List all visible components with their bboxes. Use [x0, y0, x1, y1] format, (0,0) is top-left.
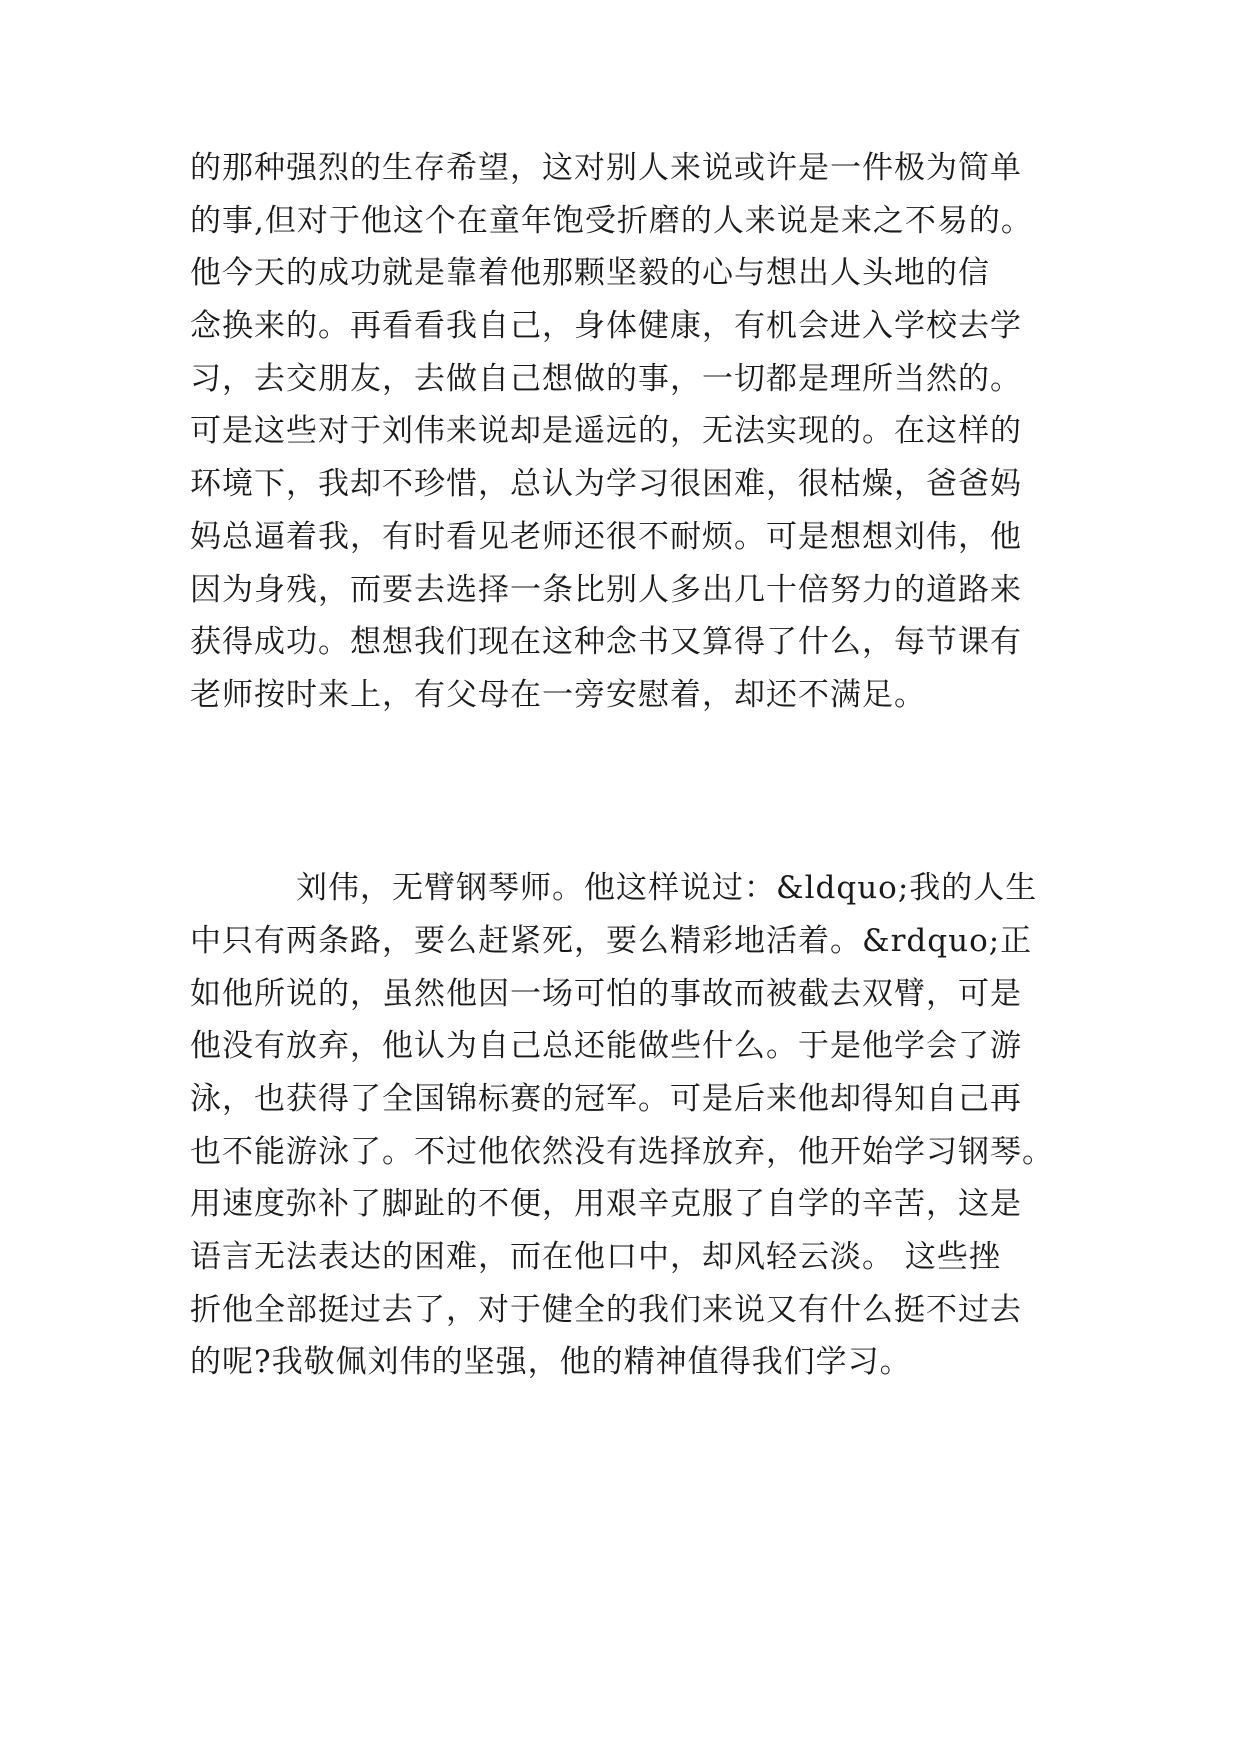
paragraph-line: 可是这些对于刘伟来说却是遥远的，无法实现的。在这样的	[190, 413, 1022, 449]
paragraph-line: 也不能游泳了。不过他依然没有选择放弃，他开始学习钢琴。	[190, 1134, 1054, 1170]
paragraph-line: 老师按时来上，有父母在一旁安慰着，却还不满足。	[190, 677, 926, 713]
paragraph-line: 用速度弥补了脚趾的不便，用艰辛克服了自学的辛苦，这是	[190, 1186, 1022, 1222]
paragraph-line: 的呢?我敬佩刘伟的坚强，他的精神值得我们学习。	[190, 1344, 912, 1380]
paragraph-line: 环境下，我却不珍惜，总认为学习很困难，很枯燥，爸爸妈	[190, 466, 1022, 502]
paragraph-line: 妈总逼着我，有时看见老师还很不耐烦。可是想想刘伟，他	[190, 519, 1022, 555]
paragraph-line: 语言无法表达的困难，而在他口中，却风轻云淡。 这些挫	[190, 1239, 1001, 1275]
paragraph-line: 的那种强烈的生存希望，这对别人来说或许是一件极为简单	[190, 150, 1022, 186]
paragraph-line: 刘伟，无臂钢琴师。他这样说过：&ldquo;我的人生	[296, 870, 1038, 906]
paragraph-line: 中只有两条路，要么赶紧死，要么精彩地活着。&rdquo;正	[190, 923, 1033, 959]
paragraph-line: 因为身残，而要去选择一条比别人多出几十倍努力的道路来	[190, 572, 1022, 608]
paragraph-line: 习，去交朋友，去做自己想做的事，一切都是理所当然的。	[190, 361, 1022, 397]
paragraph-line: 念换来的。再看看我自己，身体健康，有机会进入学校去学	[190, 308, 1022, 344]
paragraph-line: 的事,但对于他这个在童年饱受折磨的人来说是来之不易的。	[190, 203, 1033, 239]
paragraph-line: 获得成功。想想我们现在这种念书又算得了什么，每节课有	[190, 624, 1022, 660]
paragraph-line: 折他全部挺过去了，对于健全的我们来说又有什么挺不过去	[190, 1292, 1022, 1328]
paragraph-line: 他今天的成功就是靠着他那颗坚毅的心与想出人头地的信	[190, 255, 990, 291]
paragraph-line: 他没有放弃，他认为自己总还能做些什么。于是他学会了游	[190, 1028, 1022, 1064]
paragraph-line: 如他所说的，虽然他因一场可怕的事故而被截去双臂，可是	[190, 976, 1022, 1012]
paragraph-line: 泳，也获得了全国锦标赛的冠军。可是后来他却得知自己再	[190, 1081, 1022, 1117]
